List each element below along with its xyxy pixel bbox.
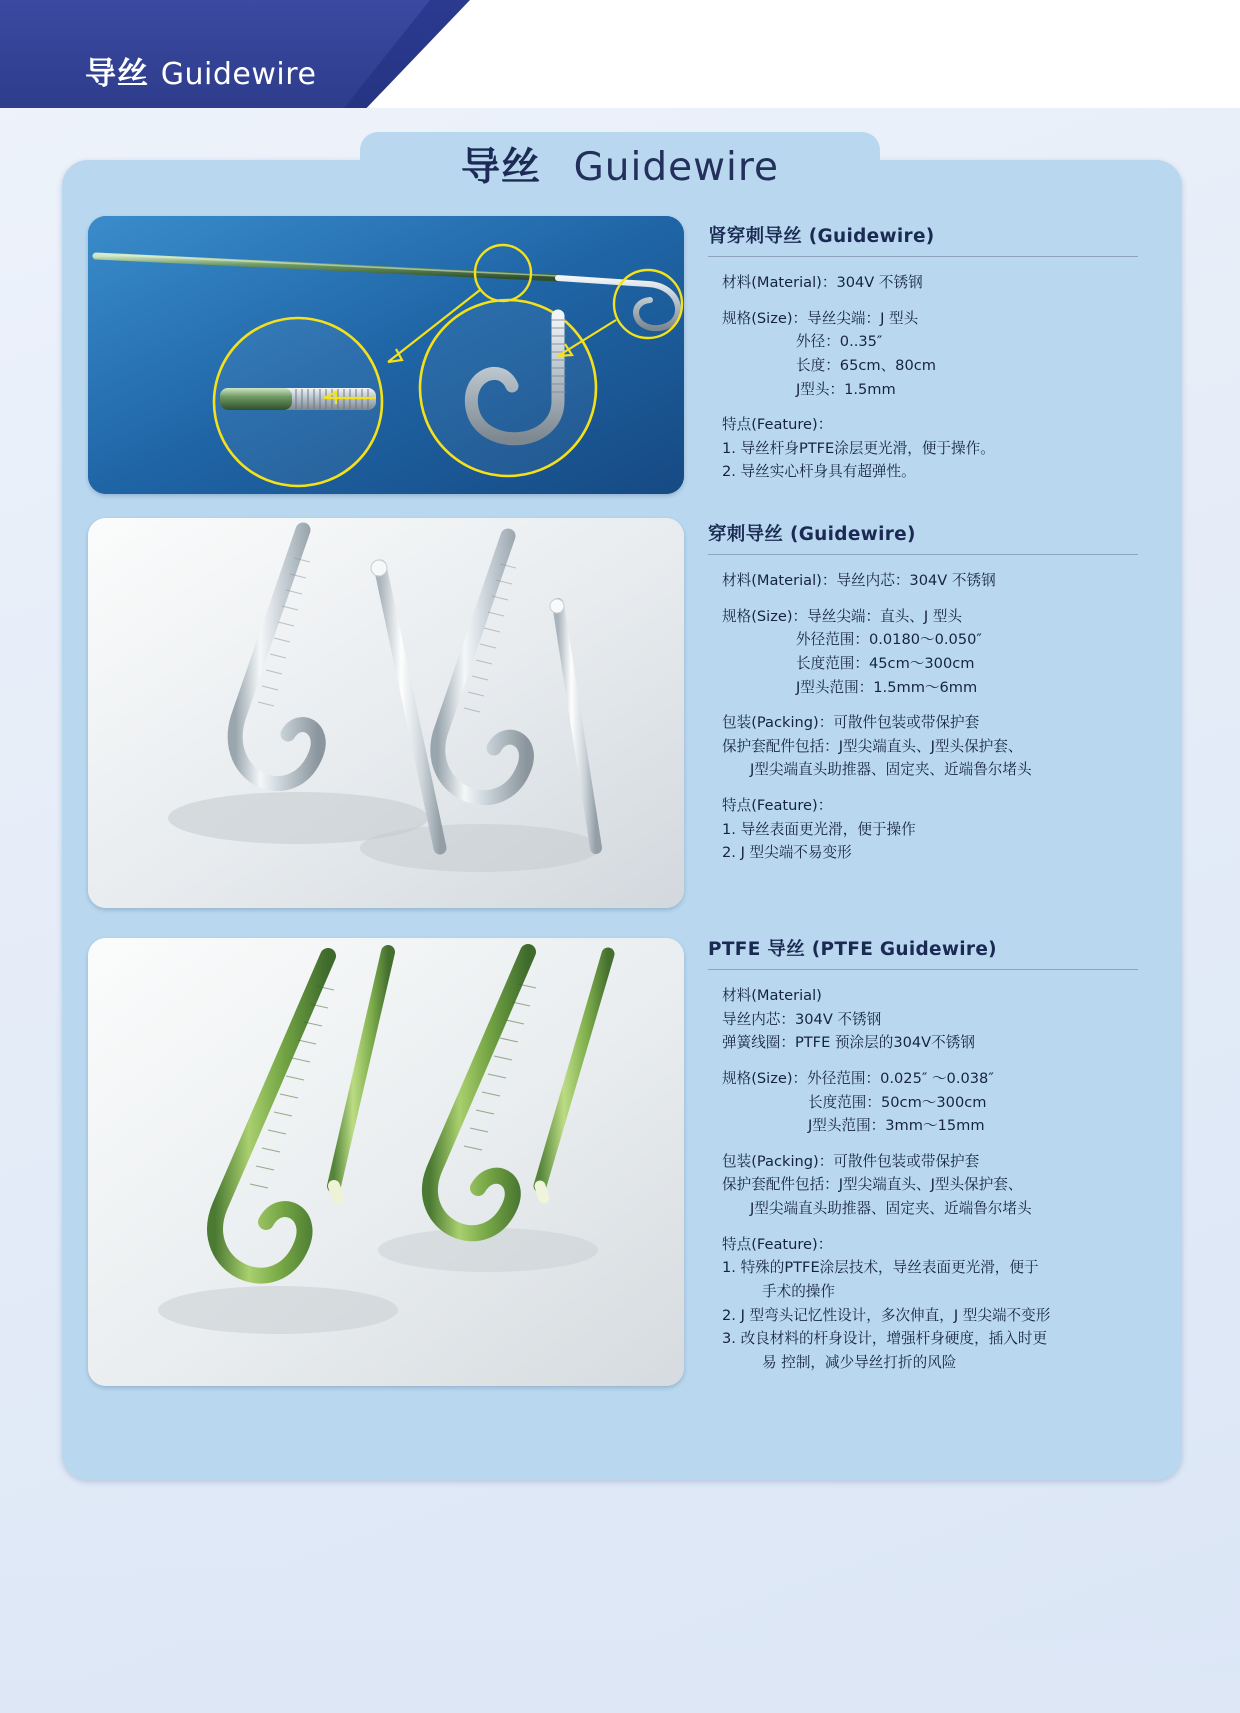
section-2-line-4: J型头范围：1.5mm～6mm (796, 678, 978, 696)
section-3-line-6: 包装(Packing)：可散件包装或带保护套 (722, 1152, 980, 1170)
photo-1-illustration (88, 216, 684, 494)
section-2-line-7: J型尖端直头助推器、固定夹、近端鲁尔堵头 (750, 761, 1032, 779)
section-1-line-5: 特点(Feature)： (722, 416, 833, 434)
photo-3-illustration (88, 938, 684, 1386)
page-header (0, 0, 1240, 108)
section-3-line-0: 材料(Material) (722, 987, 822, 1004)
section-2-body (708, 569, 1138, 865)
section-2-divider (708, 554, 1138, 555)
section-3-line-3: 规格(Size)：外径范围：0.025″ ～0.038″ (722, 1069, 994, 1087)
section-3-line-14: 易 控制，减少导丝打折的风险 (762, 1353, 957, 1371)
section-2 (708, 520, 1138, 865)
section-3-line-5: J型头范围：3mm～15mm (808, 1117, 985, 1135)
section-2-line-9: 1. 导丝表面更光滑，便于操作 (722, 820, 916, 838)
section-3-body (708, 984, 1138, 1375)
section-1-line-1: 规格(Size)：导丝尖端：J 型头 (722, 309, 919, 327)
section-3-line-12: 2. J 型弯头记忆性设计，多次伸直，J 型尖端不变形 (722, 1306, 1051, 1324)
section-1 (708, 222, 1138, 484)
section-3 (708, 935, 1138, 1375)
header-title-cn: 导丝 (85, 56, 149, 92)
section-2-line-5: 包装(Packing)：可散件包装或带保护套 (722, 714, 980, 732)
section-1-line-3: 长度：65cm、80cm (796, 356, 936, 374)
page-title (461, 136, 779, 192)
section-1-line-2: 外径：0..35″ (796, 333, 883, 351)
section-2-line-6: 保护套配件包括：J型尖端直头、J型头保护套、 (722, 737, 1023, 755)
section-3-divider (708, 969, 1138, 970)
section-2-line-0: 材料(Material)：导丝内芯：304V 不锈钢 (722, 572, 996, 589)
section-2-heading: 穿刺导丝 (Guidewire) (708, 524, 916, 545)
section-3-line-11: 手术的操作 (762, 1283, 835, 1301)
photo-2-illustration (88, 518, 684, 908)
section-2-line-8: 特点(Feature)： (722, 797, 833, 815)
section-3-line-10: 1. 特殊的PTFE涂层技术，导丝表面更光滑，便于 (722, 1259, 1039, 1277)
section-2-line-10: 2. J 型尖端不易变形 (722, 844, 852, 862)
page-bottom-gradient (0, 1553, 1240, 1713)
page-title-en: Guidewire (573, 145, 780, 190)
section-2-line-1: 规格(Size)：导丝尖端：直头、J 型头 (722, 607, 963, 625)
section-2-line-2: 外径范围：0.0180～0.050″ (796, 631, 982, 649)
section-3-line-1: 导丝内芯：304V 不锈钢 (722, 1010, 882, 1028)
section-3-line-9: 特点(Feature)： (722, 1235, 833, 1253)
product-photo-3 (88, 938, 684, 1386)
product-photo-1 (88, 216, 684, 494)
section-3-line-8: J型尖端直头助推器、固定夹、近端鲁尔堵头 (750, 1200, 1032, 1218)
section-1-divider (708, 256, 1138, 257)
section-1-line-7: 2. 导丝实心杆身具有超弹性。 (722, 463, 916, 481)
page-title-pill (360, 132, 880, 196)
section-3-line-2: 弹簧线圈：PTFE 预涂层的304V不锈钢 (722, 1034, 975, 1052)
section-3-line-7: 保护套配件包括：J型尖端直头、J型头保护套、 (722, 1176, 1023, 1194)
section-1-line-0: 材料(Material)：304V 不锈钢 (722, 274, 923, 291)
header-title-en: Guidewire (160, 57, 317, 92)
section-1-body (708, 271, 1138, 484)
section-1-heading: 肾穿刺导丝 (Guidewire) (708, 226, 935, 247)
section-3-line-13: 3. 改良材料的杆身设计，增强杆身硬度，插入时更 (722, 1330, 1048, 1348)
section-3-heading: PTFE 导丝 (PTFE Guidewire) (708, 939, 997, 960)
product-photo-2 (88, 518, 684, 908)
section-1-line-4: J型头：1.5mm (796, 380, 896, 398)
page-title-cn: 导丝 (460, 145, 541, 190)
section-2-line-3: 长度范围：45cm～300cm (796, 654, 975, 672)
header-title (85, 48, 316, 93)
section-1-line-6: 1. 导丝杆身PTFE涂层更光滑，便于操作。 (722, 439, 995, 457)
section-3-line-4: 长度范围：50cm～300cm (808, 1093, 987, 1111)
